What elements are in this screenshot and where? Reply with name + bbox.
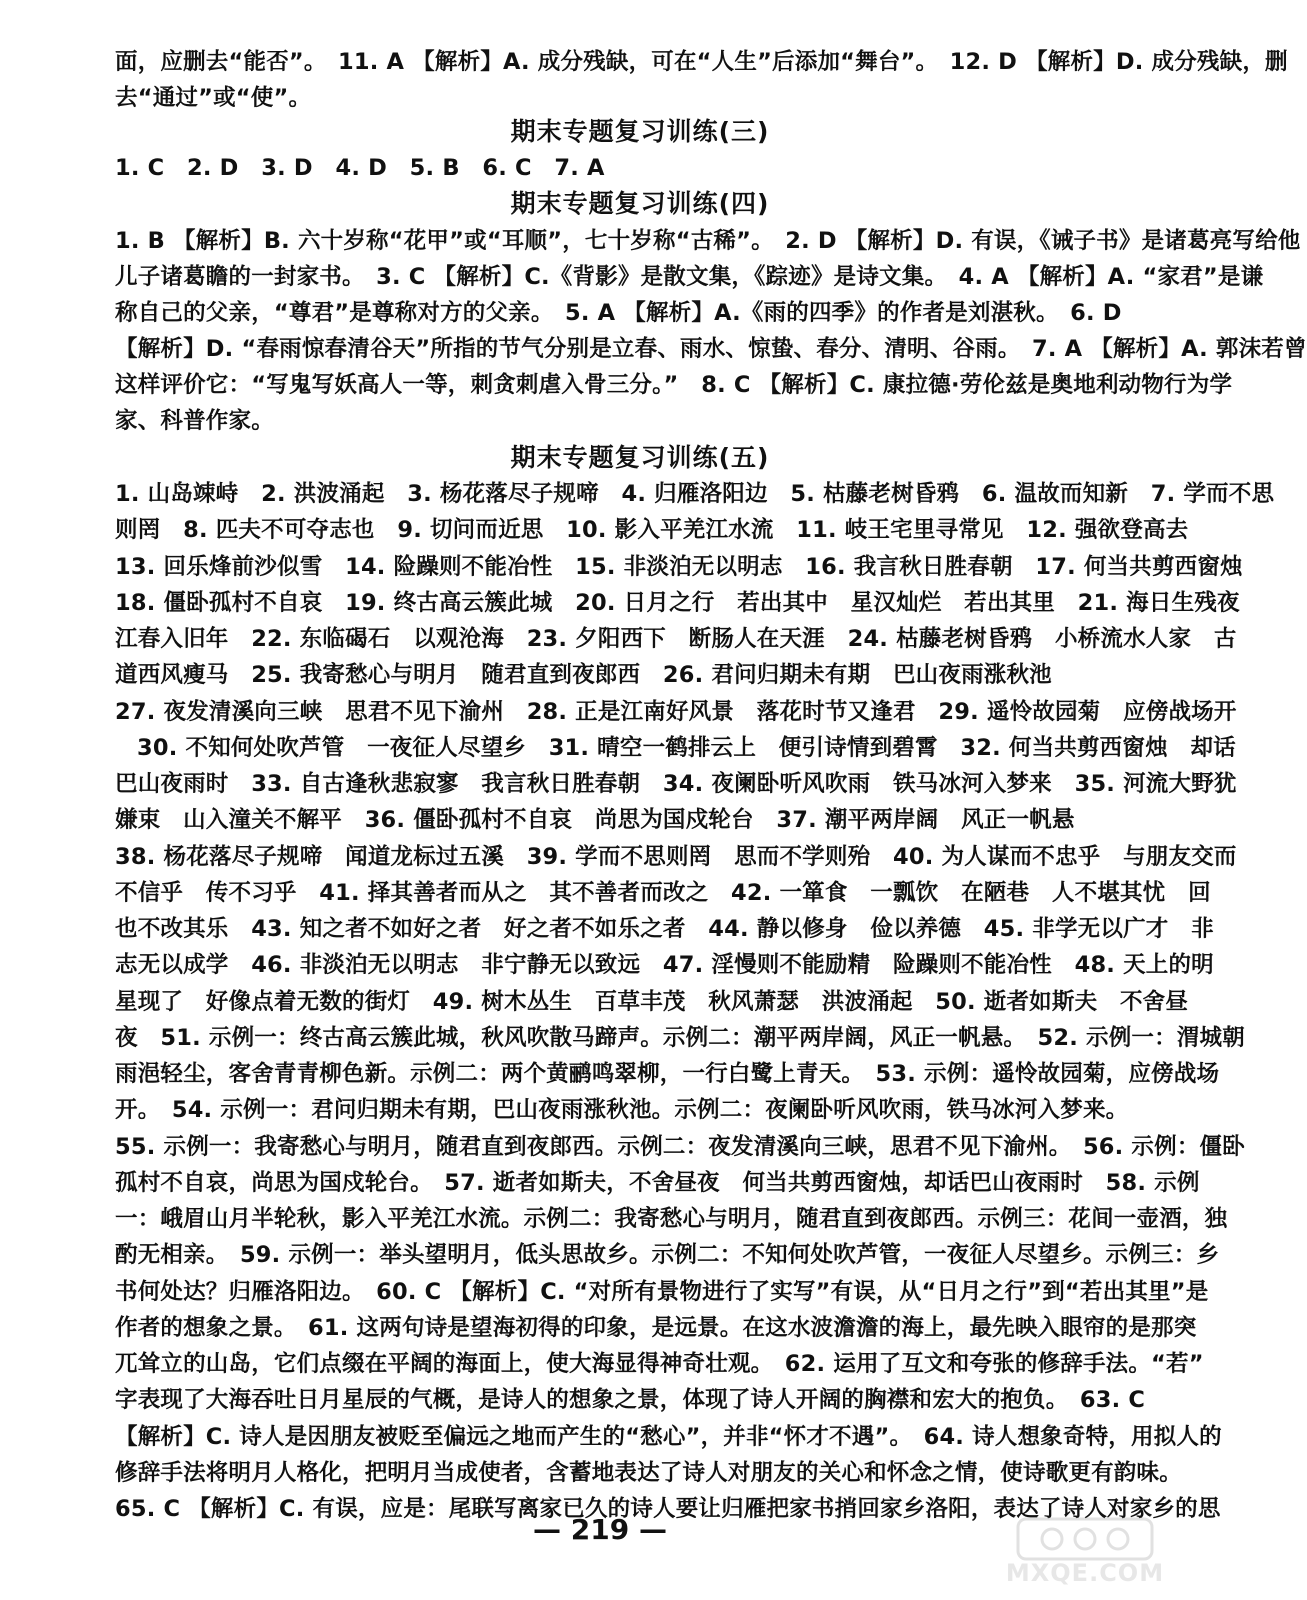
page-number: — 219 — [533,1513,667,1546]
text-line: 修辞手法将明月人格化，把明月当成使者，含蓄地表达了诗人对朋友的关心和怀念之情，使诗歌更有韵味。 [115,1460,1182,1486]
text-line: 18. 僵卧孤村不自哀 19. 终古高云簇此城 20. 日月之行 若出其中 星汉灿烂 若出其里 21. 海日生残夜 [115,590,1240,616]
text-line: 65. C 【解析】C. 有误，应是：尾联写离家已久的诗人要让归雁把家书捎回家乡洛阳，表达了诗人对家乡的思 [115,1496,1221,1522]
text-line: 这样评价它：“写鬼写妖高人一等，刺贪刺虐入骨三分。” 8. C 【解析】C. 康拉德·劳伦兹是奥地利动物行为学 [115,372,1233,398]
text-line: 志无以成学 46. 非淡泊无以明志 非宁静无以致远 47. 淫慢则不能励精 险躁则不能冶性 48. 天上的明 [115,952,1214,978]
text-line: 巴山夜雨时 33. 自古逢秋悲寂寥 我言秋日胜春朝 34. 夜阑卧听风吹雨 铁马冰河入梦来 35. 河流大野犹 [115,771,1237,797]
watermark-logo [1000,1515,1170,1587]
text-line: 1. B 【解析】B. 六十岁称“花甲”或“耳顺”，七十岁称“古稀”。 2. D 【解析】D. 有误，《诫子书》是诸葛亮写给他 [115,228,1301,254]
watermark-text: MXQE.COM [1005,1559,1165,1587]
text-line: 道西风瘦马 25. 我寄愁心与明月 随君直到夜郎西 26. 君问归期未有期 巴山夜雨涨秋池 [115,662,1052,688]
text-line: 一：峨眉山月半轮秋，影入平羌江水流。示例二：我寄愁心与明月，随君直到夜郎西。示例三：花间一壶酒，独 [115,1206,1228,1232]
text-line: 1. C 2. D 3. D 4. D 5. B 6. C 7. A [115,155,605,181]
text-line: 30. 不知何处吹芦管 一夜征人尽望乡 31. 晴空一鹤排云上 便引诗情到碧霄 32. 何当共剪西窗烛 却话 [137,735,1236,761]
section-heading-4: 期末专题复习训练(四) [510,189,770,218]
text-line: 也不改其乐 43. 知之者不如好之者 好之者不如乐之者 44. 静以修身 俭以养德 45. 非学无以广才 非 [115,916,1214,942]
text-line: 江春入旧年 22. 东临碣石 以观沧海 23. 夕阳西下 断肠人在天涯 24. 枯藤老树昏鸦 小桥流水人家 古 [115,626,1237,652]
text-line: 面，应删去“能否”。 11. A 【解析】A. 成分残缺，可在“人生”后添加“舞台”。 12. D 【解析】D. 成分残缺，删 [115,49,1288,75]
text-line: 雨浥轻尘，客舍青青柳色新。示例二：两个黄鹂鸣翠柳，一行白鹭上青天。 53. 示例：遥怜故园菊，应傍战场 [115,1061,1220,1087]
text-line: 不信乎 传不习乎 41. 择其善者而从之 其不善者而改之 42. 一箪食 一瓢饮 在陋巷 人不堪其忧 回 [115,880,1211,906]
text-line: 字表现了大海吞吐日月星辰的气概，是诗人的想象之景，体现了诗人开阔的胸襟和宏大的抱负。 63. C [115,1387,1146,1413]
text-line: 1. 山岛竦峙 2. 洪波涌起 3. 杨花落尽子规啼 4. 归雁洛阳边 5. 枯藤老树昏鸦 6. 温故而知新 7. 学而不思 [115,481,1275,507]
text-line: 孤村不自哀，尚思为国戍轮台。 57. 逝者如斯夫，不舍昼夜 何当共剪西窗烛，却话巴山夜雨时 58. 示例 [115,1170,1200,1196]
text-line: 开。 54. 示例一：君问归期未有期，巴山夜雨涨秋池。示例二：夜阑卧听风吹雨，铁马冰河入梦来。 [115,1097,1129,1123]
text-line: 【解析】D. “春雨惊春清谷天”所指的节气分别是立春、雨水、惊蛰、春分、清明、谷雨。 7. A 【解析】A. 郭沫若曾 [115,336,1307,362]
text-line: 酌无相亲。 59. 示例一：举头望明月，低头思故乡。示例二：不知何处吹芦管，一夜征人尽望乡。示例三：乡 [115,1242,1220,1268]
text-line: 嫌束 山入潼关不解平 36. 僵卧孤村不自哀 尚思为国戍轮台 37. 潮平两岸阔 风正一帆悬 [115,807,1075,833]
section-heading-3: 期末专题复习训练(三) [510,117,770,146]
text-line: 则罔 8. 匹夫不可夺志也 9. 切问而近思 10. 影入平羌江水流 11. 岐王宅里寻常见 12. 强欲登高去 [115,517,1189,543]
text-line: 书何处达？归雁洛阳边。 60. C 【解析】C. “对所有景物进行了实写”有误，从“日月之行”到“若出其里”是 [115,1279,1209,1305]
text-line: 儿子诸葛瞻的一封家书。 3. C 【解析】C.《背影》是散文集，《踪迹》是诗文集。 4. A 【解析】A. “家君”是谦 [115,264,1264,290]
text-line: 兀耸立的山岛，它们点缀在平阔的海面上，使大海显得神奇壮观。 62. 运用了互文和夸张的修辞手法。“若” [115,1351,1204,1377]
text-line: 去“通过”或“使”。 [115,85,312,111]
text-line: 55. 示例一：我寄愁心与明月，随君直到夜郎西。示例二：夜发清溪向三峡，思君不见下渝州。 56. 示例：僵卧 [115,1134,1245,1160]
text-line: 星现了 好像点着无数的街灯 49. 树木丛生 百草丰茂 秋风萧瑟 洪波涌起 50. 逝者如斯夫 不舍昼 [115,989,1189,1015]
text-line: 称自己的父亲，“尊君”是尊称对方的父亲。 5. A 【解析】A.《雨的四季》的作者是刘湛秋。 6. D [115,300,1122,326]
text-line: 作者的想象之景。 61. 这两句诗是望海初得的印象，是远景。在这水波澹澹的海上，最先映入眼帘的是那突 [115,1315,1197,1341]
text-line: 夜 51. 示例一：终古高云簇此城，秋风吹散马蹄声。示例二：潮平两岸阔，风正一帆悬。 52. 示例一：渭城朝 [115,1025,1245,1051]
text-line: 家、科普作家。 [115,408,274,434]
text-line: 13. 回乐烽前沙似雪 14. 险躁则不能冶性 15. 非淡泊无以明志 16. 我言秋日胜春朝 17. 何当共剪西窗烛 [115,554,1243,580]
text-line: 【解析】C. 诗人是因朋友被贬至偏远之地而产生的“愁心”，并非“怀才不遇”。 64. 诗人想象奇特，用拟人的 [115,1424,1222,1450]
text-line: 27. 夜发清溪向三峡 思君不见下渝州 28. 正是江南好风景 落花时节又逢君 29. 遥怜故园菊 应傍战场开 [115,699,1237,725]
text-line: 38. 杨花落尽子规啼 闻道龙标过五溪 39. 学而不思则罔 思而不学则殆 40. 为人谋而不忠乎 与朋友交而 [115,844,1237,870]
section-heading-5: 期末专题复习训练(五) [510,443,770,472]
